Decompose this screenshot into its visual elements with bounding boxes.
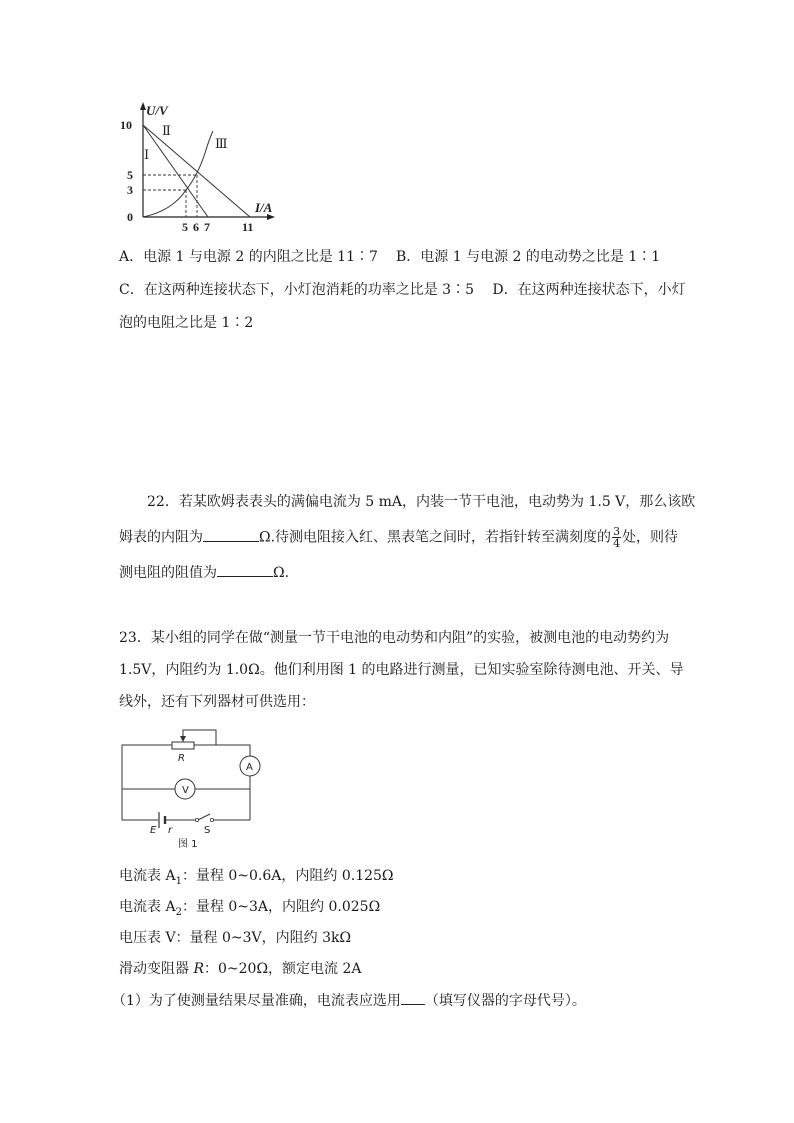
q22-blank-2[interactable] (217, 562, 273, 577)
x-tick-5: 5 (182, 220, 188, 234)
circuit-diagram (112, 722, 272, 857)
sub-question-1-hint: （填写仪器的字母代号）。 (424, 993, 586, 1009)
fraction-numerator: 3 (613, 525, 621, 538)
switch-contact-left (195, 818, 198, 821)
y-tick-5: 5 (127, 168, 133, 182)
equipment-voltmeter: 电压表 V：量程 0~3V，内阻约 3kΩ (119, 930, 352, 946)
option-c-d: C．在这两种连接状态下，小灯泡消耗的功率之比是 3∶5 D．在这两种连接状态下，小灯 (119, 282, 686, 298)
curve-label-2: Ⅱ (162, 123, 171, 138)
equipment-ammeter-a1 (119, 866, 394, 892)
sub-question-1-blank[interactable] (401, 990, 425, 1005)
x-tick-11: 11 (242, 220, 254, 234)
sub-question-1-text: （1）为了使测量结果尽量准确，电流表应选用 (112, 993, 401, 1009)
a2-subscript: 2 (175, 906, 182, 918)
ammeter-label: A (246, 762, 253, 773)
equipment-rheostat (119, 959, 362, 979)
wire-top-left (122, 745, 172, 750)
rheostat-symbol: R (193, 961, 204, 977)
option-d-continued: 泡的电阻之比是 1∶2 (119, 315, 254, 331)
y-tick-10: 10 (120, 118, 132, 132)
option-b: B．电源 1 与电源 2 的电动势之比是 1∶1 (396, 249, 661, 265)
y-axis-label: U/V (146, 103, 168, 118)
q22-line1: 22．若某欧姆表表头的满偏电流为 5 mA，内装一节干电池，电动势为 1.5 V，那么该欧 (147, 494, 696, 510)
y-tick-3: 3 (127, 183, 133, 197)
a1-prefix: 电流表 A (119, 868, 176, 884)
figure-caption: 图 1 (178, 839, 198, 850)
line-source-2 (143, 125, 250, 217)
rheostat-arrow (180, 736, 186, 742)
wire-top-right (216, 745, 250, 756)
q22-text-internal: 姆表的内阻为 (119, 529, 203, 546)
q23-line3: 线外，还有下列器材可供选用： (119, 694, 315, 710)
sub-question-1 (112, 990, 586, 1011)
q22-text-ohm: Ω. (273, 565, 290, 581)
emf-label: E (150, 825, 157, 836)
a1-spec: ：量程 0~0.6A，内阻约 0.125Ω (181, 868, 394, 884)
curve-label-1: Ⅰ (144, 147, 150, 162)
a1-subscript: 1 (175, 875, 182, 887)
voltmeter-label: V (182, 785, 189, 796)
rheostat-spec: ：0~20Ω，额定电流 2A (204, 961, 362, 977)
switch-label: S (204, 825, 211, 836)
q23-line2: 1.5V，内阻约为 1.0Ω。他们利用图 1 的电路进行测量，已知实验室除待测电池、开关、导 (119, 662, 684, 678)
equipment-ammeter-a2 (119, 897, 380, 923)
q23-line1: 23．某小组的同学在做“测量一节干电池的电动势和内阻”的实验，被测电池的电动势约为 (119, 630, 670, 646)
q22-blank-1[interactable] (203, 527, 259, 542)
u-i-graph (110, 95, 285, 235)
option-a: A．电源 1 与电源 2 的内阻之比是 11∶7 (119, 249, 378, 265)
q22-text-then: 处，则待 (622, 529, 679, 546)
a2-spec: ：量程 0~3A，内阻约 0.025Ω (181, 899, 381, 915)
x-axis-label: I/A (255, 200, 273, 215)
rheostat-label: R (178, 753, 185, 764)
internal-resistance-label: r (168, 825, 173, 836)
curve-label-3: Ⅲ (215, 136, 228, 151)
x-tick-7: 7 (204, 220, 210, 234)
y-tick-0: 0 (127, 210, 133, 224)
fraction-three-quarters (612, 526, 621, 549)
q22-text-pointer: Ω.待测电阻接入红、黑表笔之间时，若指针转至满刻度的 (259, 529, 612, 546)
x-tick-6: 6 (193, 220, 199, 234)
a2-prefix: 电流表 A (119, 899, 176, 915)
rheostat-prefix: 滑动变阻器 (119, 961, 194, 977)
switch-contact-right (210, 818, 213, 821)
fraction-denominator: 4 (613, 537, 621, 550)
rheostat (172, 742, 194, 749)
q22-text-resistance: 测电阻的阻值为 (119, 565, 217, 581)
q22-line2 (119, 526, 678, 549)
switch-blade (198, 814, 210, 820)
q22-line3 (119, 562, 289, 583)
